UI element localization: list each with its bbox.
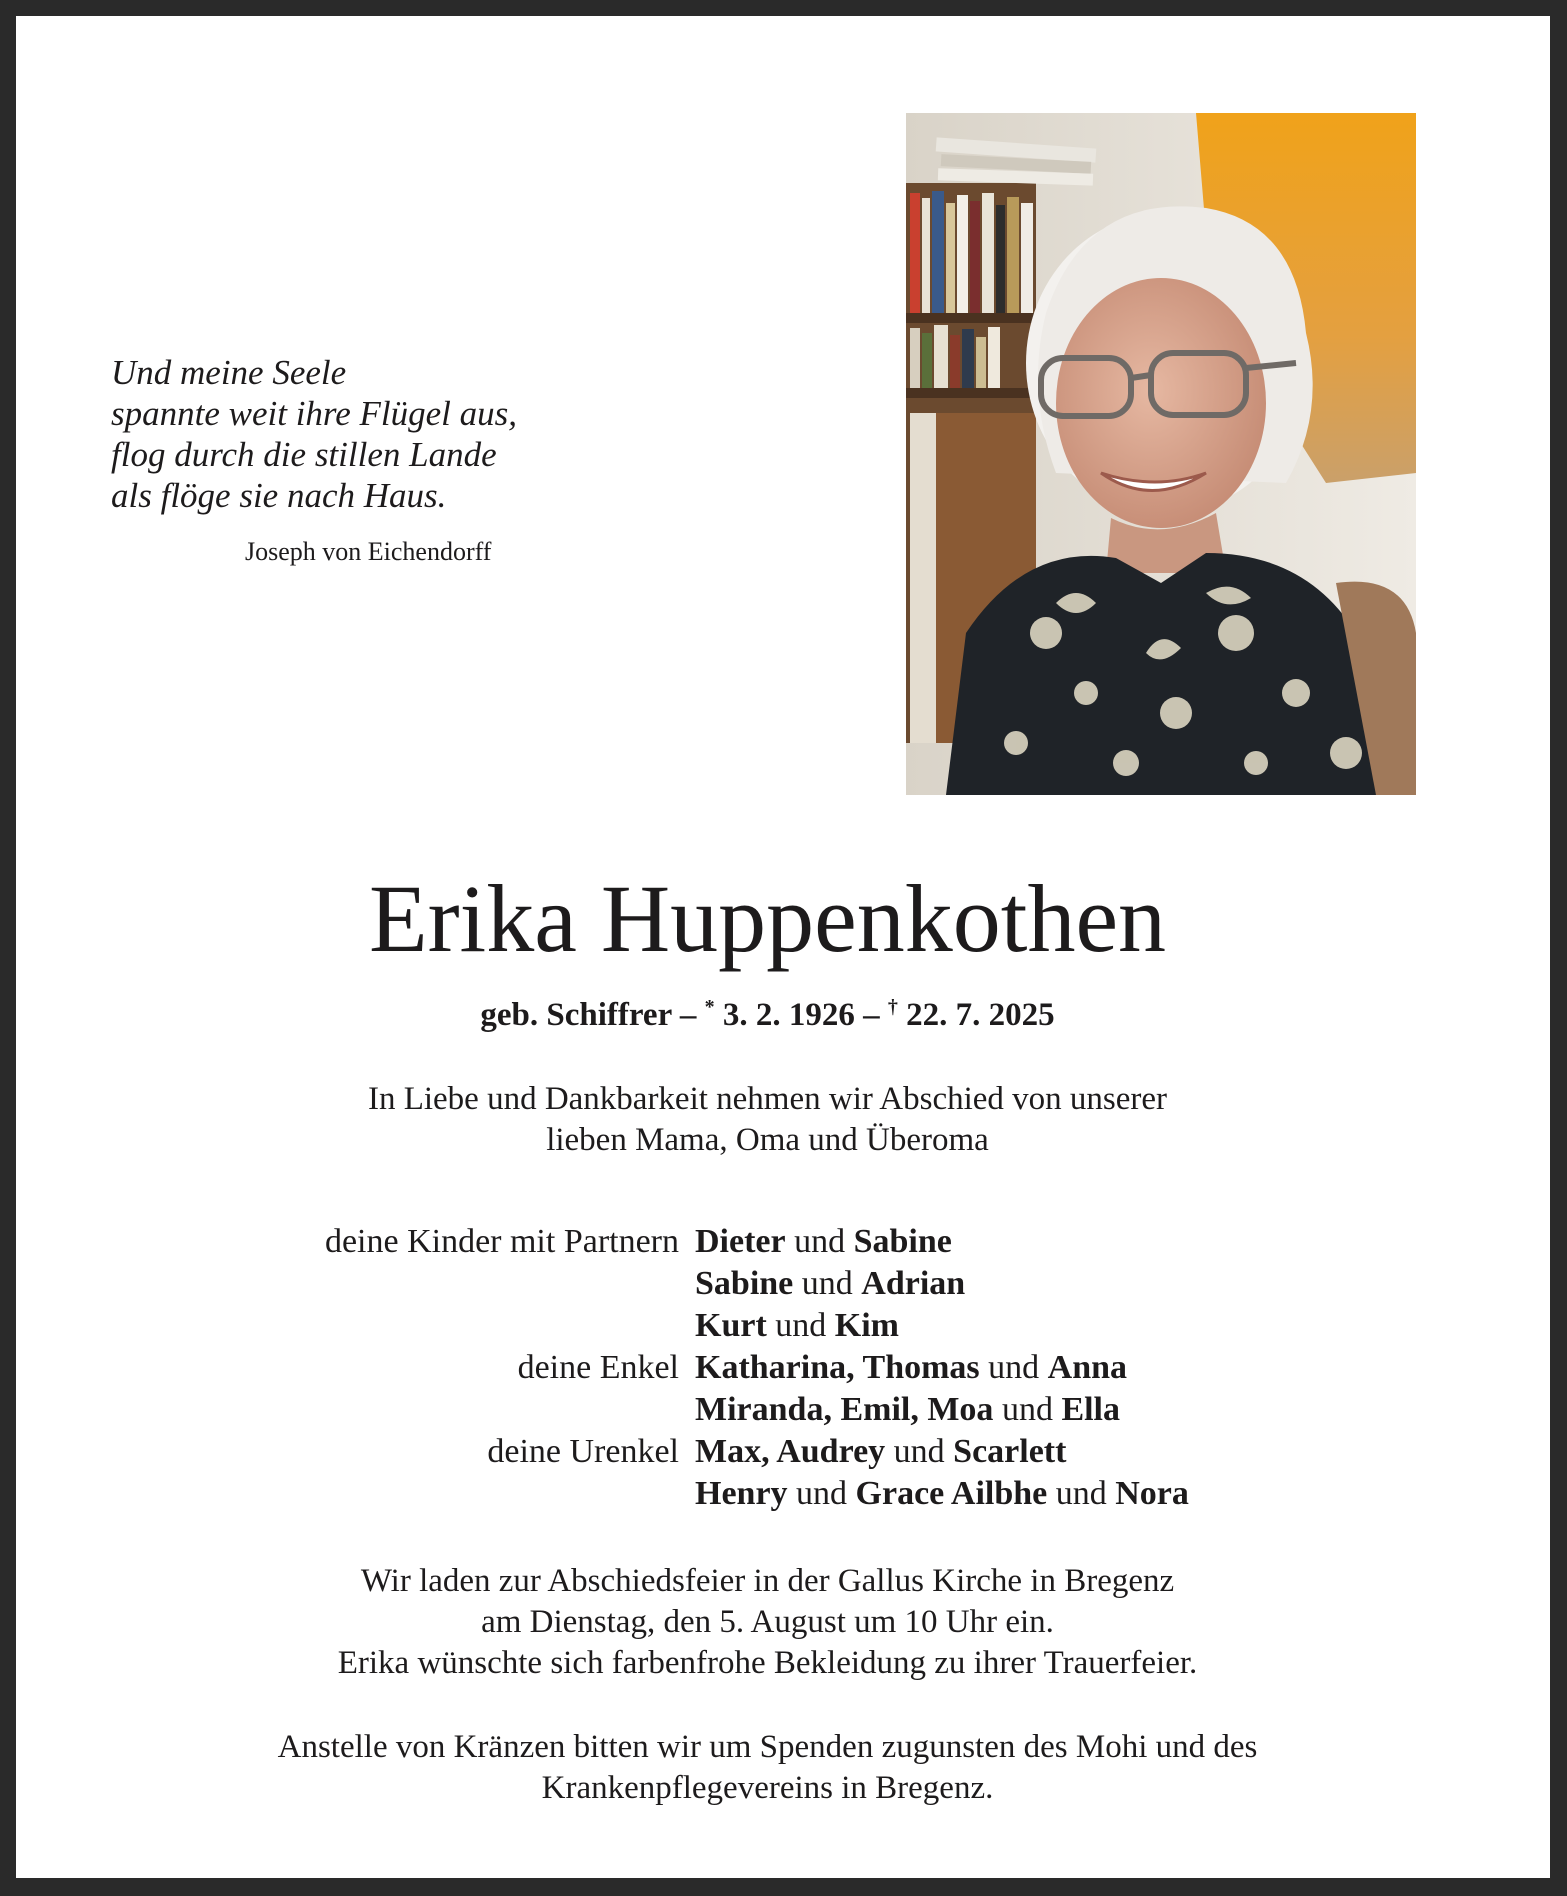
family-label: deine Kinder mit Partnern [324, 1223, 679, 1260]
family-row [0, 1263, 1567, 1305]
service-line: am Dienstag, den 5. August um 10 Uhr ein. [481, 1604, 1054, 1640]
poem-line: spannte weit ihre Flügel aus, [111, 394, 518, 433]
poem-author: Joseph von Eichendorff [245, 537, 492, 566]
poem-block [111, 352, 631, 566]
service-line: Erika wünschte sich farbenfrohe Bekleidung zu ihrer Trauerfeier. [337, 1645, 1198, 1681]
family-names: Miranda, Emil, Moa und Ella [695, 1391, 1121, 1428]
poem-line: flog durch die stillen Lande [111, 435, 497, 474]
intro-line: lieben Mama, Oma und Überoma [546, 1122, 989, 1158]
family-names: Dieter und Sabine [695, 1223, 952, 1260]
deceased-name: Erika Huppenkothen [368, 865, 1167, 972]
donation-line: Krankenpflegevereins in Bregenz. [541, 1770, 994, 1806]
donation-line: Anstelle von Kränzen bitten wir um Spenden zugunsten des Mohi und des [277, 1729, 1258, 1765]
family-row [0, 1305, 1567, 1347]
died-mark: † [887, 996, 898, 1018]
birth-name: geb. Schiffrer [480, 997, 672, 1033]
poem-line: Und meine Seele [111, 353, 347, 392]
family-row [0, 1347, 1567, 1389]
born-mark: * [704, 996, 715, 1018]
family-row [0, 1431, 1567, 1473]
portrait-illustration [906, 113, 1416, 795]
death-date: 22. 7. 2025 [897, 997, 1055, 1033]
family-names: Max, Audrey und Scarlett [695, 1433, 1067, 1470]
family-names: Kurt und Kim [695, 1307, 899, 1344]
family-label: deine Enkel [517, 1349, 679, 1386]
separator: – [854, 997, 888, 1033]
life-dates [0, 996, 1551, 1034]
family-names: Katharina, Thomas und Anna [695, 1349, 1128, 1386]
family-names: Sabine und Adrian [695, 1265, 966, 1302]
family-row [0, 1389, 1567, 1431]
service-info [0, 1561, 1551, 1684]
poem-line: als flöge sie nach Haus. [111, 476, 447, 515]
service-line: Wir laden zur Abschiedsfeier in der Gallus Kirche in Bregenz [360, 1563, 1175, 1599]
family-list [0, 1221, 1567, 1515]
farewell-intro [0, 1079, 1551, 1161]
birth-date: 3. 2. 1926 [714, 997, 855, 1033]
family-names: Henry und Grace Ailbhe und Nora [695, 1475, 1189, 1512]
portrait-photo [906, 113, 1416, 795]
intro-line: In Liebe und Dankbarkeit nehmen wir Abschied von unserer [367, 1081, 1168, 1117]
family-row [0, 1221, 1567, 1263]
family-row [0, 1473, 1567, 1515]
family-label: deine Urenkel [487, 1433, 679, 1470]
donation-note [0, 1727, 1551, 1809]
separator: – [671, 997, 705, 1033]
